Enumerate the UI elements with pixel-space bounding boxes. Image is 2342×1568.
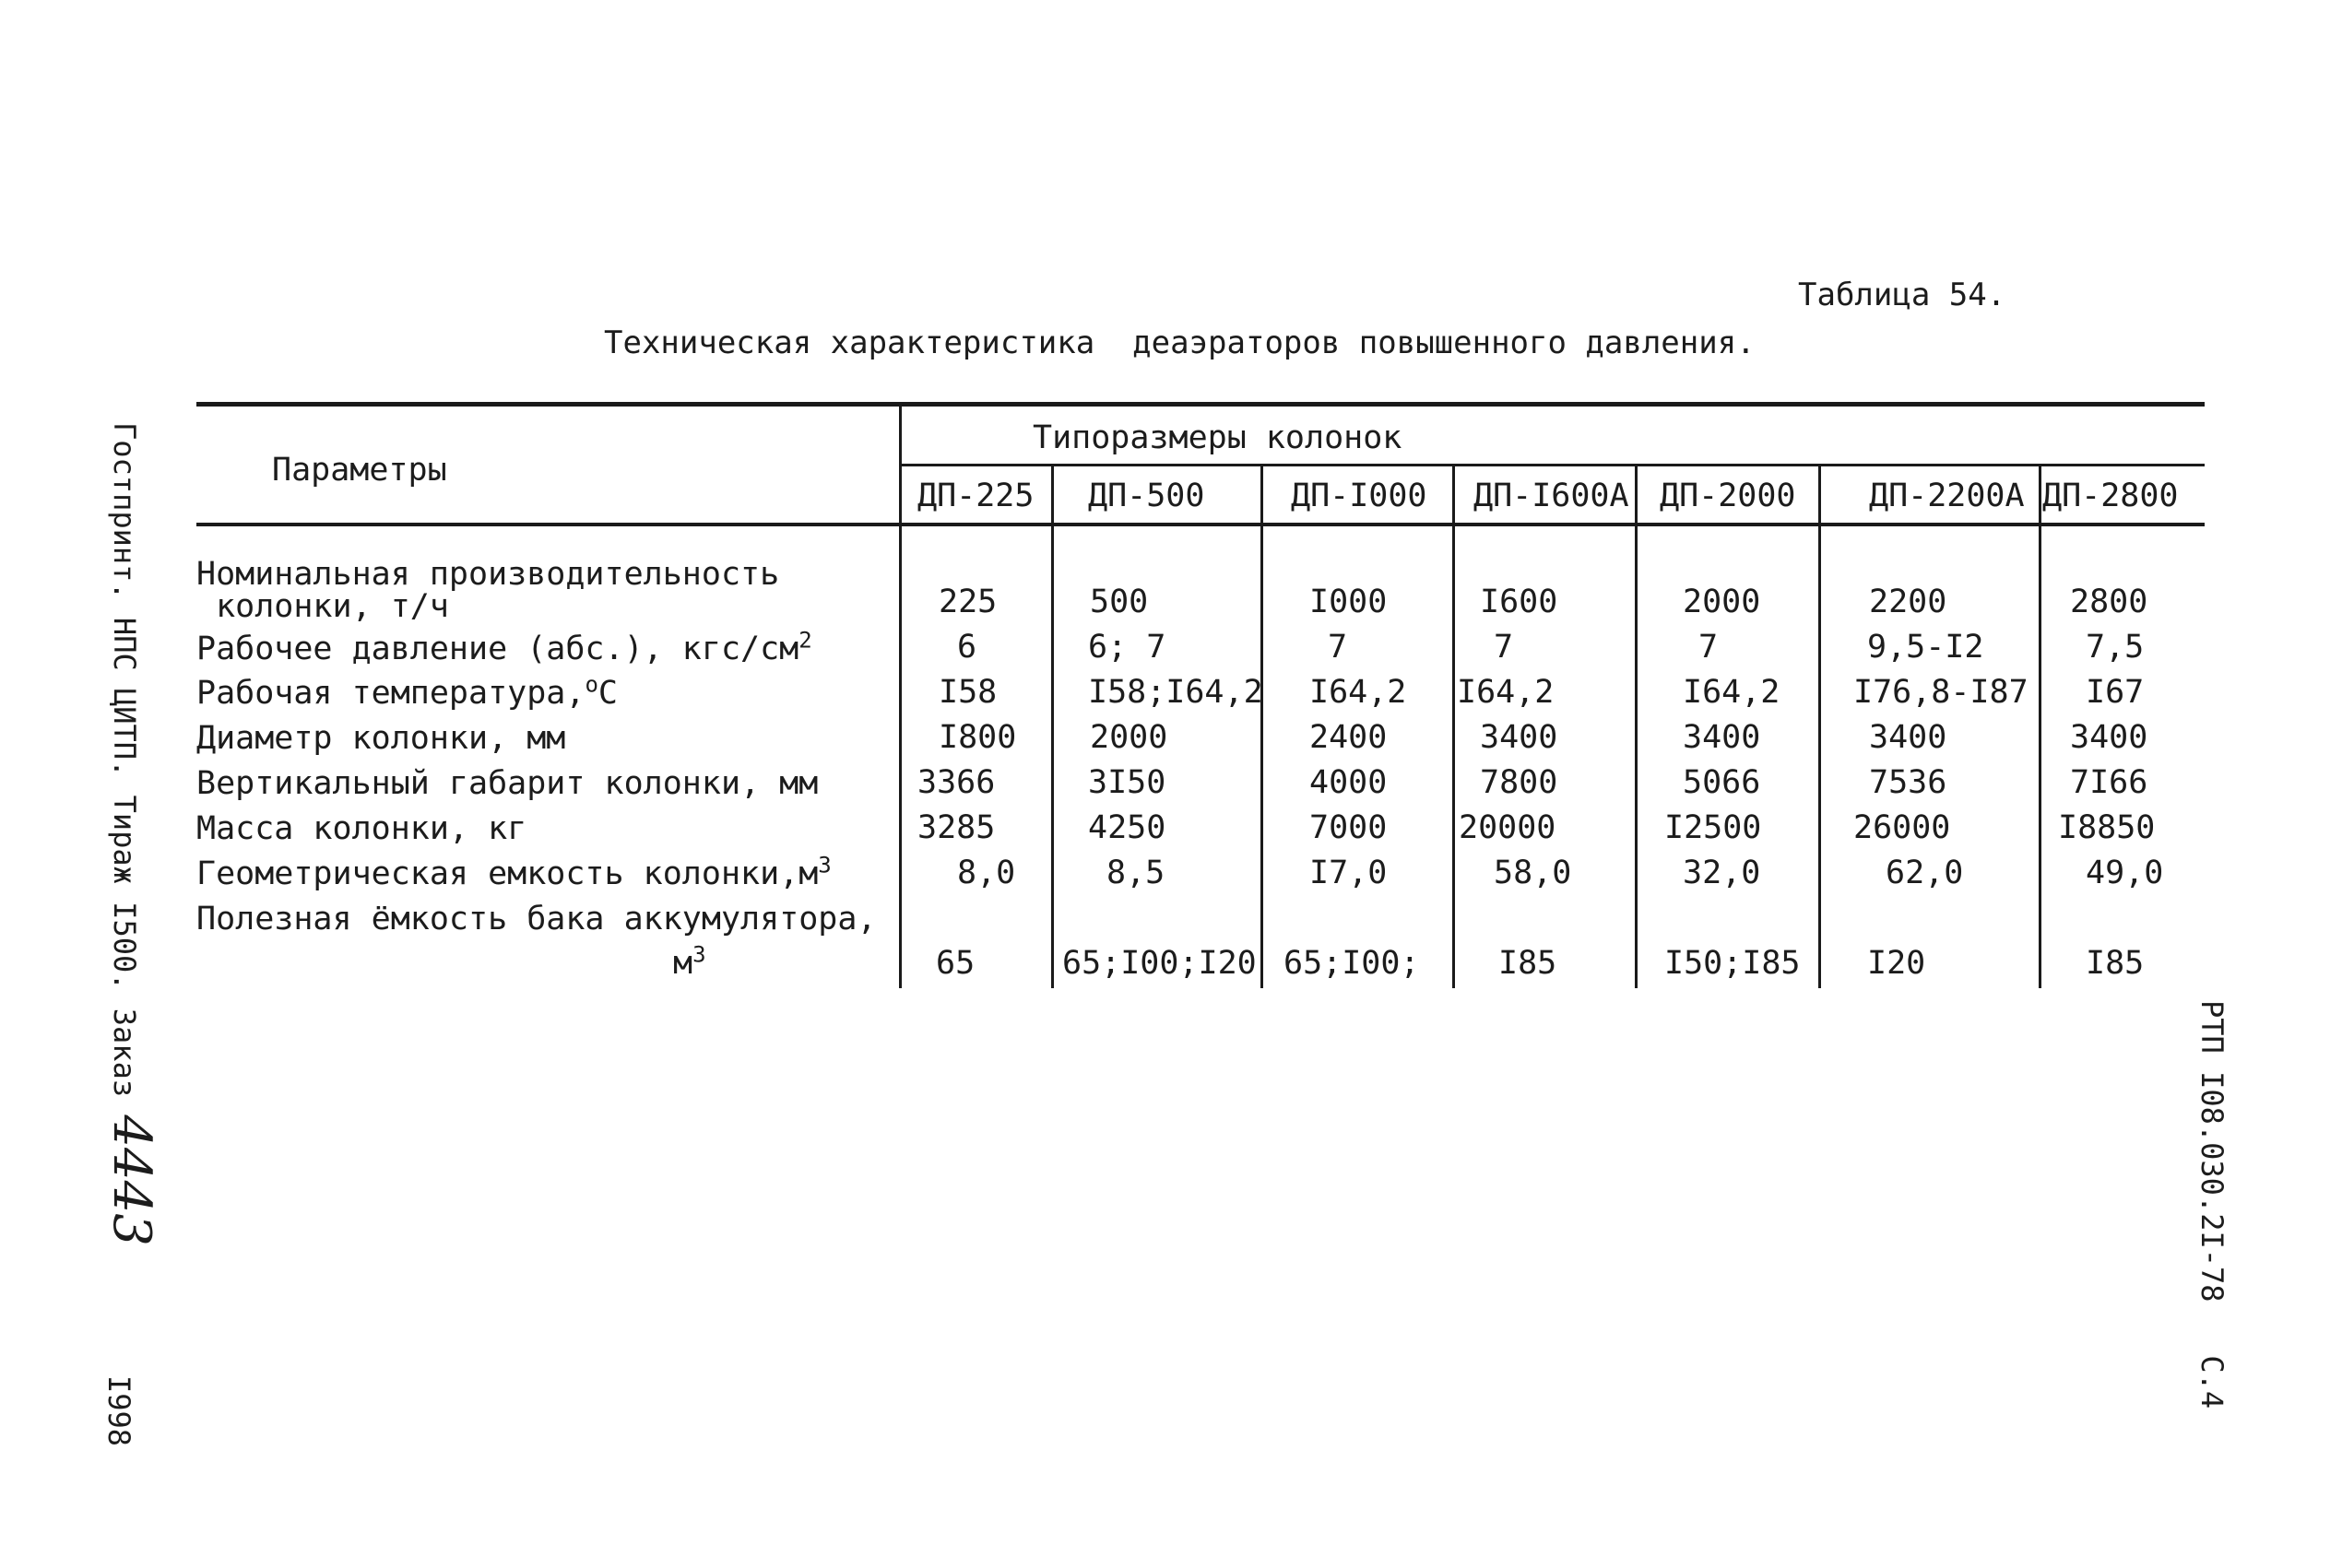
table-cell: 3400: [1480, 719, 1558, 756]
column-header: ДП-I000: [1291, 477, 1427, 514]
table-cell: 6; 7: [1088, 629, 1166, 666]
table-cell: 2000: [1683, 584, 1761, 620]
col-divider-6: [2039, 466, 2041, 988]
table-cell: 65;I00;I20: [1062, 945, 1257, 982]
table-cell: I800: [939, 719, 1017, 756]
col-divider-1: [1051, 466, 1054, 988]
table-cell: 7: [1698, 629, 1719, 666]
table-cell: 9,5-I2: [1867, 629, 1984, 666]
col-divider-3: [1452, 466, 1455, 988]
table-cell: 3400: [1683, 719, 1761, 756]
table-cell: 58,0: [1494, 855, 1572, 891]
table-cell: 7800: [1480, 764, 1558, 801]
param-label: $м^3$: [673, 941, 706, 982]
table-cell: I85: [1498, 945, 1557, 982]
table-cell: 4250: [1088, 809, 1166, 846]
param-label: колонки, т/ч: [196, 588, 449, 625]
table-cell: 65;I00;: [1283, 945, 1420, 982]
page-number: С.4: [2194, 1355, 2230, 1409]
param-label: Диаметр колонки, мм: [196, 720, 566, 757]
table-cell: I76,8-I87: [1853, 674, 2029, 711]
document-code: РТП I08.030.2I-78 С.4: [2194, 1000, 2230, 1409]
group-header-rule: [899, 464, 2205, 466]
param-label: Полезная ёмкость бака аккумулятора,: [196, 901, 877, 937]
table-cell: I50;I85: [1664, 945, 1801, 982]
table-top-rule: [196, 402, 2205, 407]
table-title: Техническая характеристика деаэраторов повышенного давления.: [604, 324, 1756, 361]
column-header: ДП-2000: [1660, 477, 1796, 514]
table-cell: 4000: [1309, 764, 1388, 801]
header-bottom-rule: [196, 523, 2205, 526]
param-label: Рабочее давление (абс.), кгс/$см^2$: [196, 627, 812, 667]
table-cell: 225: [939, 584, 998, 620]
table-cell: 7I66: [2070, 764, 2148, 801]
table-cell: I67: [2086, 674, 2145, 711]
column-header: ДП-I600А: [1473, 477, 1629, 514]
table-number: Таблица 54.: [1798, 277, 2006, 313]
table-cell: 7: [1328, 629, 1348, 666]
table-cell: 62,0: [1886, 855, 1964, 891]
col-divider-4: [1635, 466, 1638, 988]
table-cell: 7000: [1309, 809, 1388, 846]
table-cell: I7,0: [1309, 855, 1388, 891]
column-header: ДП-225: [917, 477, 1035, 514]
table-cell: 2000: [1090, 719, 1168, 756]
col-divider-5: [1818, 466, 1821, 988]
table-cell: 3366: [917, 764, 996, 801]
table-cell: 49,0: [2086, 855, 2164, 891]
table-cell: 3400: [2070, 719, 2148, 756]
handwritten-order-number: 4443: [101, 1114, 161, 1246]
param-label: Рабочая температура,$^o$С: [196, 671, 618, 712]
table-cell: I58: [939, 674, 998, 711]
table-cell: 7,5: [2086, 629, 2145, 666]
table-cell: 7536: [1869, 764, 1947, 801]
table-cell: 2800: [2070, 584, 2148, 620]
table-cell: 6: [957, 629, 977, 666]
table-cell: 3285: [917, 809, 996, 846]
table-cell: 32,0: [1683, 855, 1761, 891]
param-label: Геометрическая емкость $колонки,м^3$: [196, 852, 832, 892]
table-cell: 3I50: [1088, 764, 1166, 801]
print-year: I998: [101, 1375, 136, 1447]
table-cell: I000: [1309, 584, 1388, 620]
table-cell: I8850: [2058, 809, 2156, 846]
param-label: Вертикальный габарит колонки, мм: [196, 765, 819, 802]
print-imprint: Гостпринт. НПС ЦИТП. Тираж I500. Заказ 4443: [101, 422, 161, 1246]
table-cell: 5066: [1683, 764, 1761, 801]
table-cell: 2200: [1869, 584, 1947, 620]
table-cell: I64,2: [1683, 674, 1780, 711]
table-cell: I600: [1480, 584, 1558, 620]
table-cell: 500: [1090, 584, 1149, 620]
table-cell: 2400: [1309, 719, 1388, 756]
table-cell: I64,2: [1457, 674, 1555, 711]
column-header: ДП-500: [1088, 477, 1205, 514]
table-cell: I58;I64,2: [1088, 674, 1263, 711]
table-cell: 8,5: [1106, 855, 1165, 891]
param-header: Параметры: [272, 452, 447, 489]
table-cell: 26000: [1853, 809, 1951, 846]
table-cell: 65: [936, 945, 976, 982]
table-cell: I85: [2086, 945, 2145, 982]
table-cell: 7: [1494, 629, 1514, 666]
table-cell: I20: [1867, 945, 1926, 982]
col-divider-params: [899, 406, 902, 988]
col-divider-2: [1260, 466, 1263, 988]
param-label: Номинальная производительность: [196, 556, 780, 593]
table-cell: 20000: [1459, 809, 1556, 846]
table-cell: 3400: [1869, 719, 1947, 756]
column-header: ДП-2800: [2042, 477, 2179, 514]
param-label: Масса колонки, кг: [196, 810, 527, 847]
table-cell: I2500: [1664, 809, 1762, 846]
group-header: Типоразмеры колонок: [1033, 419, 1402, 456]
column-header: ДП-2200А: [1869, 477, 2025, 514]
table-cell: I64,2: [1309, 674, 1407, 711]
table-cell: 8,0: [957, 855, 1016, 891]
